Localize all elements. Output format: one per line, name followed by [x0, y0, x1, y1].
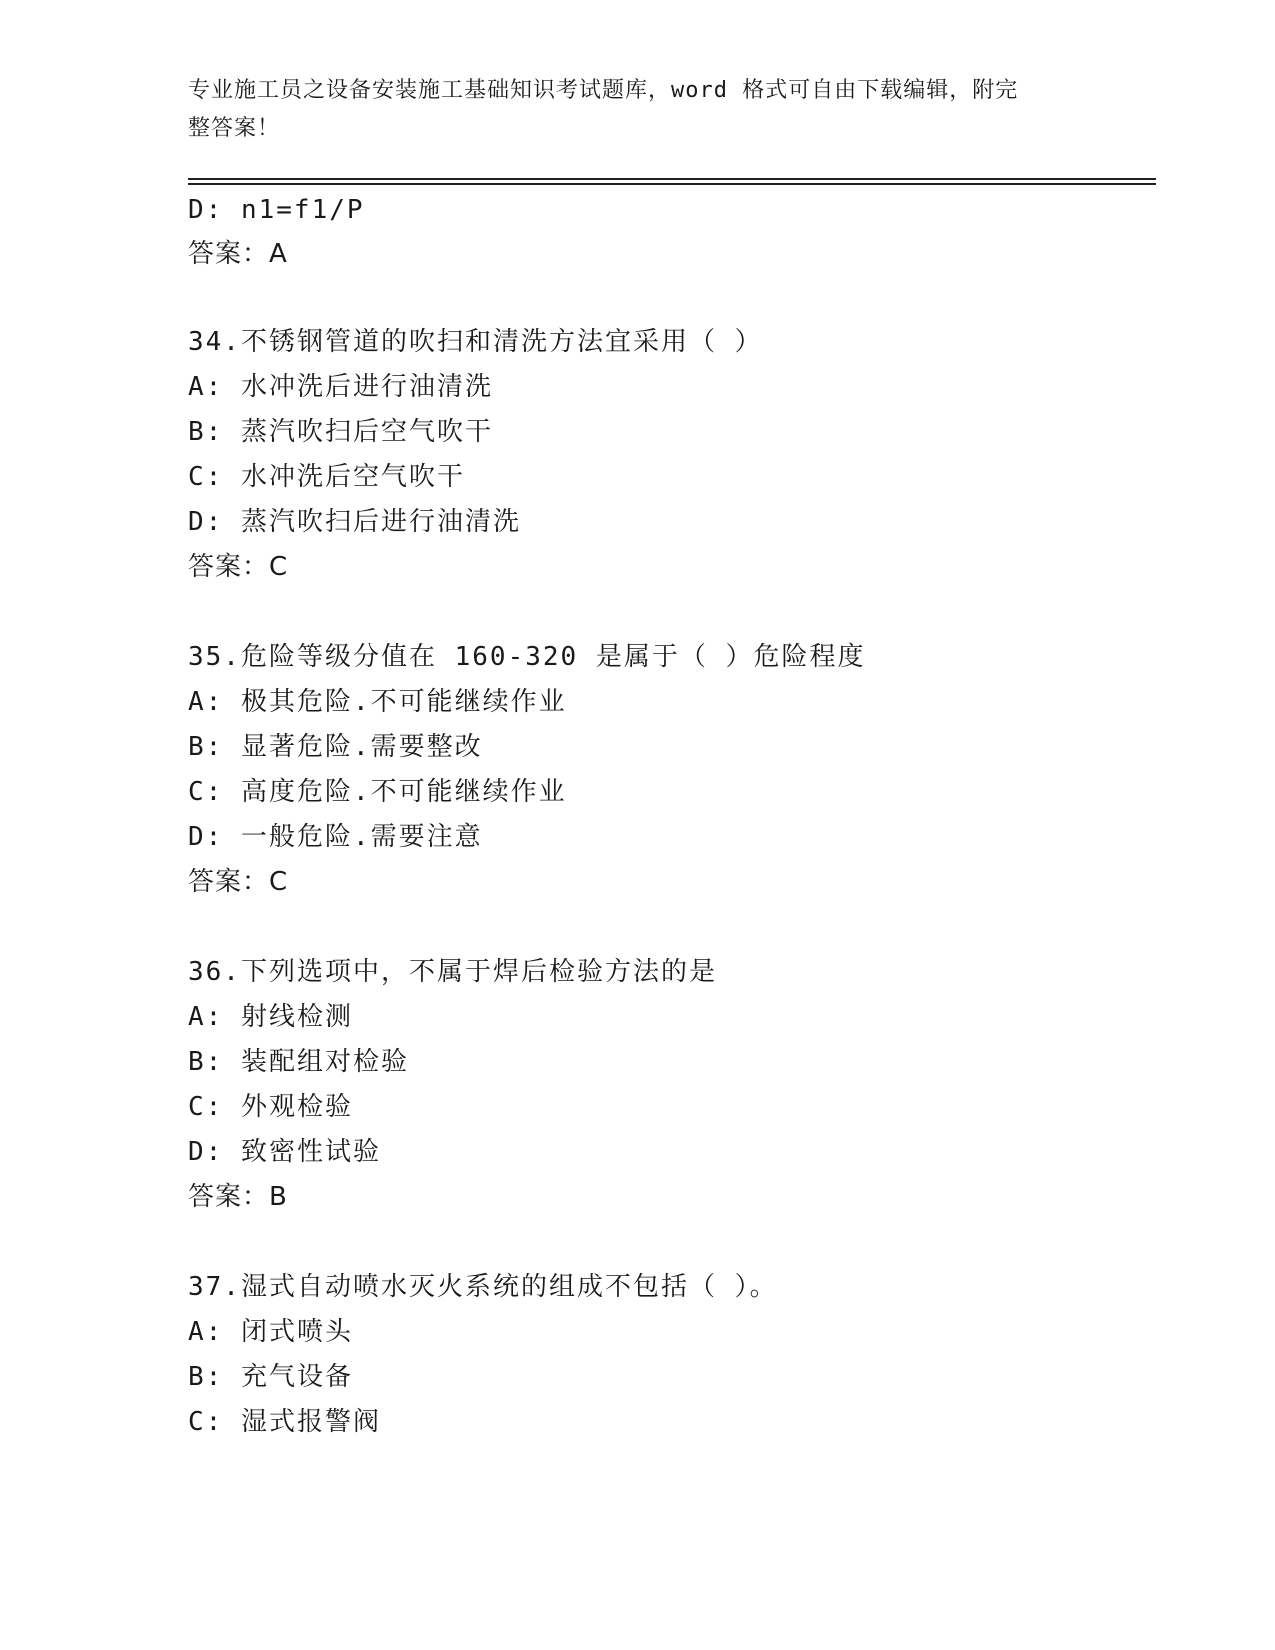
header-line-2: 整答案！	[188, 116, 281, 141]
question-35-option-c: C: 高度危险.不可能继续作业	[188, 777, 567, 807]
header-divider-top	[188, 178, 1156, 180]
question-35-answer: 答案：C	[188, 867, 289, 897]
question-35-option-a: A: 极其危险.不可能继续作业	[188, 687, 567, 717]
option-d: D: n1=f1/P	[188, 195, 365, 225]
header-divider-bottom	[188, 183, 1156, 185]
question-34-answer: 答案：C	[188, 552, 289, 582]
answer: 答案：A	[188, 239, 288, 269]
question-36-option-d: D: 致密性试验	[188, 1137, 381, 1167]
question-36-stem: 36.下列选项中，不属于焊后检验方法的是	[188, 957, 717, 987]
question-36-answer: 答案：B	[188, 1182, 288, 1212]
question-36-option-c: C: 外观检验	[188, 1092, 353, 1122]
question-36-option-b: B: 装配组对检验	[188, 1047, 409, 1077]
question-35-option-b: B: 显著危险.需要整改	[188, 732, 483, 762]
question-34-option-b: B: 蒸汽吹扫后空气吹干	[188, 417, 493, 447]
question-34-option-d: D: 蒸汽吹扫后进行油清洗	[188, 507, 521, 537]
document-header	[188, 72, 1088, 148]
question-35-option-d: D: 一般危险.需要注意	[188, 822, 483, 852]
question-37-option-c: C: 湿式报警阀	[188, 1407, 381, 1437]
question-34-option-a: A: 水冲洗后进行油清洗	[188, 372, 493, 402]
question-37-stem: 37.湿式自动喷水灭火系统的组成不包括（ ）。	[188, 1272, 778, 1302]
question-36-option-a: A: 射线检测	[188, 1002, 353, 1032]
header-line-1: 专业施工员之设备安装施工基础知识考试题库，word 格式可自由下载编辑，附完	[188, 78, 1019, 103]
question-34-option-c: C: 水冲洗后空气吹干	[188, 462, 465, 492]
question-37-option-a: A: 闭式喷头	[188, 1317, 353, 1347]
question-37-option-b: B: 充气设备	[188, 1362, 353, 1392]
question-35-stem: 35.危险等级分值在 160-320 是属于（ ）危险程度	[188, 642, 866, 672]
question-34-stem: 34.不锈钢管道的吹扫和清洗方法宜采用（ ）	[188, 327, 763, 357]
